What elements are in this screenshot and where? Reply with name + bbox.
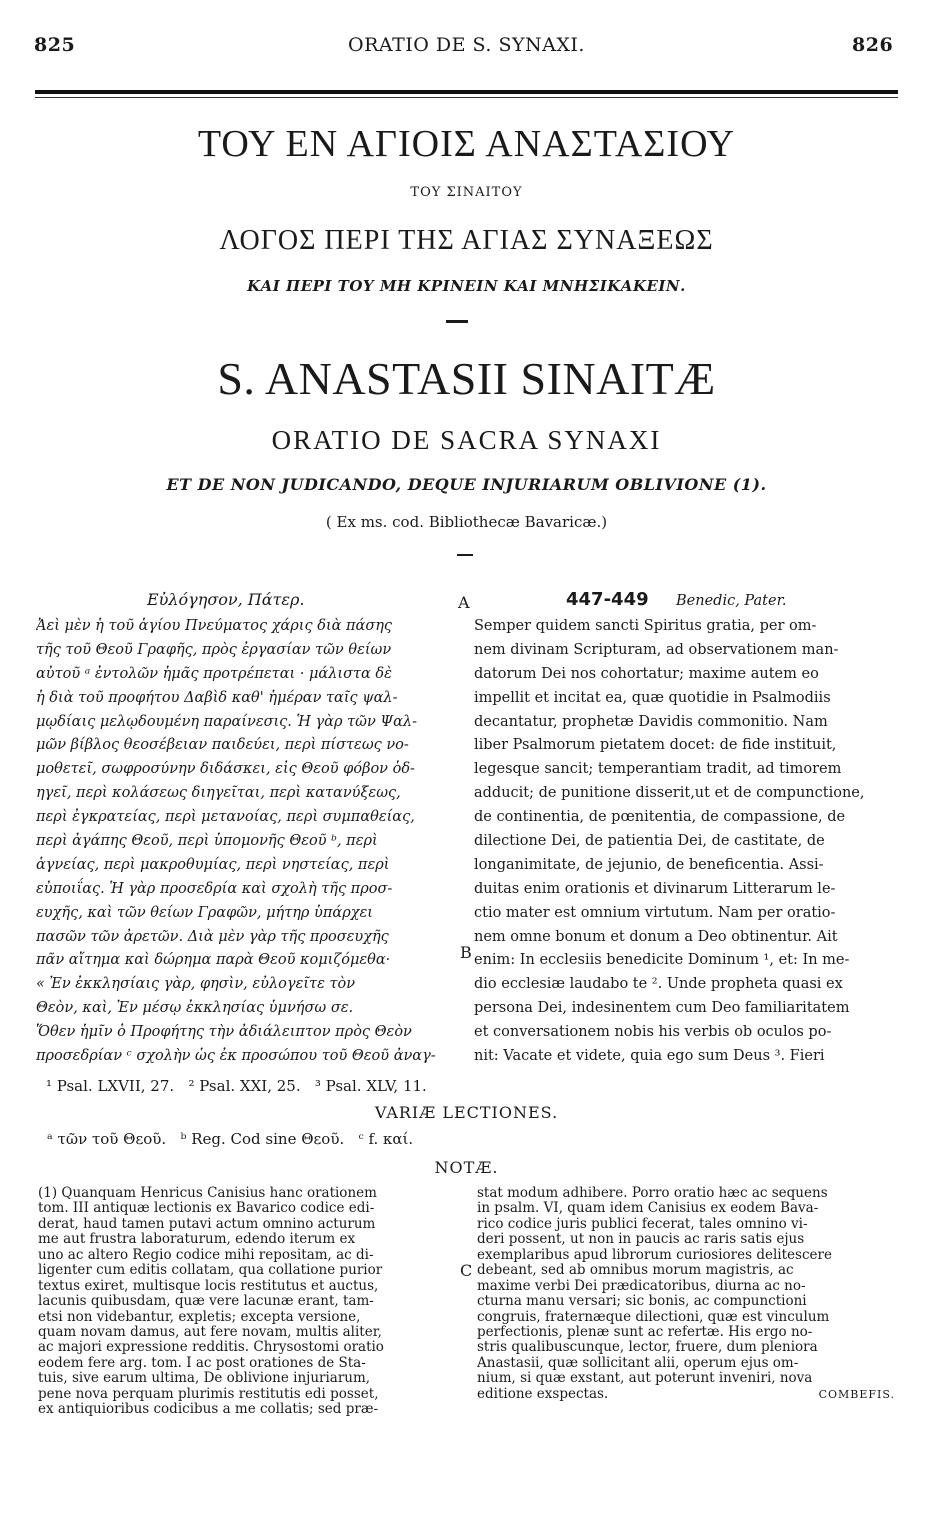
text-line: exemplaribus apud librorum curiosiores delitescere [477,1247,832,1263]
text-line: persona Dei, indesinentem cum Deo familiaritatem [474,1000,850,1017]
text-line: τῆς τοῦ Θεοῦ Γραφῆς, πρὸς ἐργασίαν τῶν θείων [36,641,392,658]
latin-heading: Benedic, Pater. [676,593,787,609]
text-line: impellit et incitat ea, quæ quotidie in Psalmodiis [474,689,831,706]
text-line: ἡ διὰ τοῦ προφήτου Δαβὶδ καθ' ἡμέραν ταῖς ψαλ- [36,689,398,706]
title-divider [446,320,468,323]
greek-column [36,615,458,1069]
greek-italic-subtitle: ΚΑΙ ΠΕΡΙ ΤΟΥ ΜΗ ΚΡΙΝΕΙΝ ΚΑΙ ΜΝΗΣΙΚΑΚΕΙΝ. [247,277,686,295]
text-line: me aut frustra laboraturum, edendo iterum ex [38,1232,356,1248]
text-line: Θεὸν, καὶ, Ἐν μέσῳ ἐκκλησίας ὑμνήσω σε. [36,1000,354,1017]
greek-logos-title: ΛΟΓΟΣ ΠΕΡΙ ΤΗΣ ΑΓΙΑΣ ΣΥΝΑΞΕΩΣ [219,225,714,256]
text-line: pene nova perquam plurimis restitutis edi posset, [38,1386,379,1402]
text-line: ac majori expressione redditis. Chrysostomi oratio [38,1340,384,1356]
text-line: tuis, sive earum ultima, De oblivione injuriarum, [38,1371,371,1387]
text-line: προσεδρίαν ᶜ σχολὴν ὡς ἐκ προσώπου τοῦ Θεοῦ ἀναγ- [36,1048,436,1065]
source-divider [457,554,473,556]
text-line: stat modum adhibere. Porro oratio hæc ac sequens [477,1186,828,1201]
margin-letter-c: C [460,1261,473,1280]
text-line: maxime verbi Dei prædicatoribus, diurna ac no- [477,1278,806,1294]
header-rule-thin [35,97,898,98]
text-line: εὐποιΐας. Ἡ γὰρ προσεδρία καὶ σχολὴ τῆς προσ- [36,880,393,897]
page-number-right: 826 [852,34,894,56]
latin-column [474,615,892,1069]
source-note: ( Ex ms. cod. Bibliothecæ Bavaricæ.) [325,513,608,531]
text-line: COMBEFIS. [818,1387,895,1401]
text-line: derat, haud tamen putavi actum omnino acturum [38,1216,376,1232]
text-line: « Ἐν ἐκκλησίαις γὰρ, φησὶν, εὐλογεῖτε τὸν [36,976,356,993]
text-line: ἁγνείας, περὶ μακροθυμίας, περὶ νηστείας, περὶ [36,856,390,873]
text-line: ευχῆς, καὶ τῶν θείων Γραφῶν, μήτηρ ὑπάρχει [36,904,373,921]
text-line: legesque sancit; temperantiam tradit, ad timorem [474,761,842,778]
text-line: lacunis quibusdam, quæ vere lacunæ erant, tam- [38,1294,374,1310]
text-line: πᾶν αἴτημα καὶ δώρημα παρὰ Θεοῦ κομιζόμεθα· [36,952,391,969]
text-line: (1) Quanquam Henricus Canisius hanc orationem [38,1186,377,1201]
text-line: uno ac altero Regio codice mihi repositam, ac di- [38,1247,374,1263]
text-line: dio ecclesiæ laudabo te ². Unde propheta quasi ex [474,976,843,993]
text-line: liber Psalmorum pietatem docet: de fide instituit, [474,737,837,754]
text-line: αὐτοῦ ᵃ ἐντολῶν ἡμᾶς προτρέπεται · μάλιστα δὲ [36,665,392,682]
text-line: perfectionis, plenæ sunt ac refertæ. His ergo no- [477,1324,813,1340]
text-line: eodem fere arg. tom. I ac post orationes de Sta- [38,1355,366,1371]
text-line: ligenter cum editis collatam, qua collatione purior [38,1263,383,1279]
text-line: congruis, fraternæque dilectioni, quæ est vinculum [477,1309,830,1325]
text-line: enim: In ecclesiis benedicite Dominum ¹, et: In me- [474,952,850,969]
text-line: decantatur, prophetæ Davidis commonitio. Nam [474,713,828,730]
text-line: editione exspectas. [477,1386,609,1402]
text-line: deri possent, ut non in paucis ac raris satis ejus [477,1232,805,1248]
text-line: textus exiret, multisque locis restitutus et auctus, [38,1278,379,1294]
greek-heading: Εὐλόγησον, Πάτερ. [147,590,305,609]
text-line: περὶ ἐγκρατείας, περὶ μετανοίας, περὶ συμπαθείας, [36,809,415,826]
text-line: adducit; de punitione disserit,ut et de compunctione, [474,785,865,802]
text-line: quam novam damus, aut fere novam, multis aliter, [38,1324,382,1340]
text-line: nem divinam Scripturam, ad observationem man- [474,641,839,658]
text-line: ctio mater est omnium virtutum. Nam per oratio- [474,904,836,921]
text-line: longanimitate, de jejunio, de beneficentia. Assi- [474,856,824,873]
text-line: μῶν βίβλος θεοσέβειαν παιδεύει, περὶ πίστεως νο- [36,737,409,754]
running-title: ORATIO DE S. SYNAXI. [348,34,585,56]
text-line: nem omne bonum et donum a Deo obtinentur. Ait [474,928,838,945]
text-line: dilectione Dei, de patientia Dei, de castitate, de [474,833,825,850]
column-number: 447-449 [566,589,649,610]
latin-subtitle: ORATIO DE SACRA SYNAXI [271,425,662,455]
text-line: μῳδίαις μελῳδουμένη παραίνεσις. Ἡ γὰρ τῶν Ψαλ- [36,713,417,730]
margin-letter-b: B [460,943,472,962]
text-line: duitas enim orationis et divinarum Litterarum le- [474,880,836,897]
greek-main-title: ΤΟΥ ΕΝ ΑΓΙΟΙΣ ΑΝΑΣΤΑΣΙΟΥ [197,123,736,165]
variae-line: ᵃ τῶν τοῦ Θεοῦ. ᵇ Reg. Cod sine Θεοῦ. ᶜ f. καί. [47,1130,414,1148]
text-line: rico codice juris publici fecerat, tales omnino vi- [477,1216,808,1232]
page-number-left: 825 [34,34,76,56]
text-line: πασῶν τῶν ἀρετῶν. Διὰ μὲν γὰρ τῆς προσευχῆς [36,928,389,945]
text-line: nit: Vacate et videte, quia ego sum Deus ³. Fieri [474,1048,825,1065]
variae-heading: VARIÆ LECTIONES. [374,1103,559,1122]
footnotes: ¹ Psal. LXVII, 27. ² Psal. XXI, 25. ³ Psal. XLV, 11. [46,1077,427,1095]
text-line: Ὅθεν ἡμῖν ὁ Προφήτης τὴν ἀδιάλειπτον πρὸς Θεὸν [36,1024,412,1041]
text-line: de continentia, de pœnitentia, de compassione, de [474,809,846,826]
latin-italic-subtitle: ET DE NON JUDICANDO, DEQUE INJURIARUM OBLIVIONE (1). [166,475,767,494]
text-line: μοθετεῖ, σωφροσύνην διδάσκει, εἰς Θεοῦ φόβον ὁδ- [36,761,415,778]
header-rule-thick [35,90,898,94]
text-line: stris qualibuscunque, lector, fruere, dum pleniora [477,1340,818,1356]
text-line: in psalm. VI, quam idem Canisius ex eodem Bava- [477,1201,819,1217]
text-line: Anastasii, quæ sollicitant alii, operum ejus om- [477,1355,799,1371]
text-line: ηγεῖ, περὶ κολάσεως διηγεῖται, περὶ κατανύξεως, [36,785,401,802]
notae-heading: NOTÆ. [434,1158,499,1177]
text-line: ex antiquioribus codicibus a me collatis; sed præ- [38,1402,379,1418]
text-line: cturna manu versari; sic bonis, ac compunctioni [477,1294,807,1310]
text-line: περὶ ἀγάπης Θεοῦ, περὶ ὑπομονῆς Θεοῦ ᵇ, περὶ [36,833,378,850]
notes-right-column [477,1186,895,1402]
greek-subtitle: ΤΟΥ ΣΙΝΑΙΤΟΥ [410,185,523,200]
text-line: et conversationem nobis his verbis ob oculos po- [474,1024,832,1041]
text-line: nium, si quæ exstant, aut poterunt inveniri, nova [477,1371,813,1387]
notes-left-column [38,1186,458,1418]
latin-main-title: S. ANASTASII SINAITÆ [217,353,716,404]
text-line: datorum Dei nos cohortatur; maxime autem eo [474,665,819,682]
text-line: Semper quidem sancti Spiritus gratia, per om- [474,618,817,634]
margin-letter-a: A [458,593,470,612]
text-line: etsi non videbantur, expletis; excepta versione, [38,1309,361,1325]
text-line: debeant, sed ab omnibus morum magistris, ac [477,1263,794,1279]
text-line: Ἀεὶ μὲν ἡ τοῦ ἁγίου Πνεύματος χάρις διὰ πάσης [36,618,393,634]
text-line: tom. III antiquæ lectionis ex Bavarico codice edi- [38,1201,375,1217]
